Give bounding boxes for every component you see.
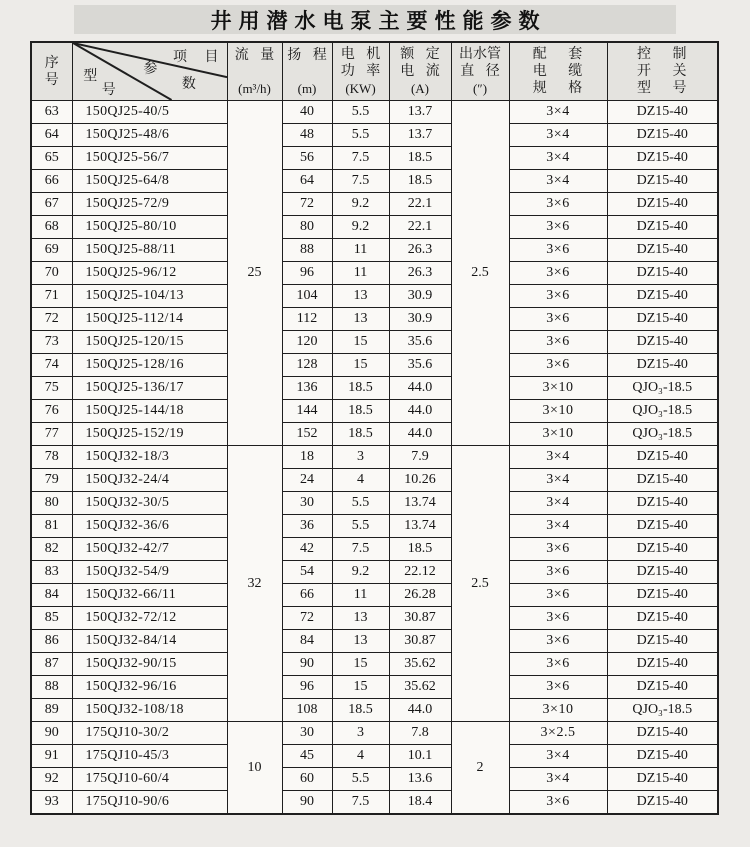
cell-cable: 3×6	[509, 262, 607, 285]
cell-head: 128	[282, 354, 332, 377]
cell-model: 150QJ25-56/7	[72, 147, 227, 170]
table-row	[31, 492, 718, 515]
cell-current: 13.6	[389, 768, 451, 791]
cell-power: 9.2	[332, 193, 389, 216]
cell-head: 36	[282, 515, 332, 538]
header-flow-unit: (m³/h)	[238, 81, 271, 96]
cell-serial: 63	[31, 101, 72, 124]
header-flow	[227, 42, 282, 101]
cell-switch: QJO₃-18.5	[607, 377, 718, 400]
cell-serial: 78	[31, 446, 72, 469]
table-row	[31, 216, 718, 239]
cell-cable: 3×10	[509, 699, 607, 722]
cell-switch: DZ15-40	[607, 676, 718, 699]
cell-serial: 86	[31, 630, 72, 653]
cell-serial: 87	[31, 653, 72, 676]
cell-serial: 69	[31, 239, 72, 262]
cell-switch: DZ15-40	[607, 193, 718, 216]
cell-power: 7.5	[332, 538, 389, 561]
cell-current: 30.9	[389, 285, 451, 308]
cell-power: 13	[332, 308, 389, 331]
table-row	[31, 170, 718, 193]
header-serial	[31, 42, 72, 101]
cell-cable: 3×6	[509, 538, 607, 561]
cell-switch: DZ15-40	[607, 124, 718, 147]
cell-cable: 3×4	[509, 492, 607, 515]
table-row	[31, 308, 718, 331]
header-power-line2: 功 率	[340, 64, 385, 79]
cell-cable: 3×6	[509, 239, 607, 262]
cell-head: 144	[282, 400, 332, 423]
table-row	[31, 423, 718, 446]
cell-head: 104	[282, 285, 332, 308]
cell-switch: DZ15-40	[607, 239, 718, 262]
table-row	[31, 561, 718, 584]
cell-power: 4	[332, 469, 389, 492]
cell-model: 150QJ25-88/11	[72, 239, 227, 262]
table-row	[31, 147, 718, 170]
cell-power: 5.5	[332, 101, 389, 124]
cell-power: 15	[332, 354, 389, 377]
cell-current: 7.9	[389, 446, 451, 469]
cell-cable: 3×6	[509, 216, 607, 239]
cell-power: 13	[332, 630, 389, 653]
cell-cable: 3×6	[509, 354, 607, 377]
cell-serial: 77	[31, 423, 72, 446]
cell-switch: DZ15-40	[607, 331, 718, 354]
cell-cable: 3×6	[509, 561, 607, 584]
cell-model: 150QJ25-104/13	[72, 285, 227, 308]
cell-serial: 84	[31, 584, 72, 607]
cell-switch: DZ15-40	[607, 745, 718, 768]
cell-serial: 83	[31, 561, 72, 584]
cell-head: 80	[282, 216, 332, 239]
cell-head: 45	[282, 745, 332, 768]
table-row	[31, 193, 718, 216]
cell-current: 13.7	[389, 101, 451, 124]
cell-power: 15	[332, 331, 389, 354]
title-band	[74, 5, 676, 34]
header-current	[389, 42, 451, 101]
cell-serial: 66	[31, 170, 72, 193]
cell-power: 11	[332, 262, 389, 285]
cell-switch: DZ15-40	[607, 768, 718, 791]
cell-current: 13.7	[389, 124, 451, 147]
cell-model: 175QJ10-30/2	[72, 722, 227, 745]
cell-switch: DZ15-40	[607, 170, 718, 193]
cell-cable: 3×6	[509, 607, 607, 630]
header-outlet-unit: (″)	[472, 81, 488, 96]
table-row	[31, 768, 718, 791]
cell-power: 18.5	[332, 377, 389, 400]
cell-head: 24	[282, 469, 332, 492]
cell-cable: 3×10	[509, 377, 607, 400]
cell-power: 15	[332, 676, 389, 699]
cell-model: 150QJ25-120/15	[72, 331, 227, 354]
cell-current: 13.74	[389, 515, 451, 538]
header-current-unit: (A)	[410, 81, 430, 96]
cell-model: 150QJ25-112/14	[72, 308, 227, 331]
cell-current: 30.9	[389, 308, 451, 331]
cell-model: 150QJ32-90/15	[72, 653, 227, 676]
table-row	[31, 699, 718, 722]
table-row	[31, 285, 718, 308]
cell-power: 3	[332, 722, 389, 745]
cell-head: 66	[282, 584, 332, 607]
cell-outlet-merged: 2	[451, 722, 509, 815]
cell-current: 10.1	[389, 745, 451, 768]
header-head	[282, 42, 332, 101]
cell-power: 9.2	[332, 561, 389, 584]
cell-serial: 74	[31, 354, 72, 377]
cell-head: 30	[282, 492, 332, 515]
table-row	[31, 377, 718, 400]
header-power-unit: (KW)	[345, 81, 376, 96]
cell-current: 22.1	[389, 216, 451, 239]
header-switch	[607, 42, 718, 101]
cell-head: 42	[282, 538, 332, 561]
cell-power: 18.5	[332, 400, 389, 423]
cell-power: 3	[332, 446, 389, 469]
cell-switch: DZ15-40	[607, 354, 718, 377]
table-row	[31, 124, 718, 147]
table-row	[31, 239, 718, 262]
cell-power: 5.5	[332, 124, 389, 147]
cell-cable: 3×6	[509, 630, 607, 653]
cell-serial: 82	[31, 538, 72, 561]
cell-serial: 79	[31, 469, 72, 492]
cell-model: 175QJ10-90/6	[72, 791, 227, 815]
cell-switch: DZ15-40	[607, 262, 718, 285]
cell-flow-merged: 10	[227, 722, 282, 815]
cell-switch: QJO₃-18.5	[607, 699, 718, 722]
cell-head: 88	[282, 239, 332, 262]
cell-serial: 67	[31, 193, 72, 216]
cell-model: 150QJ32-30/5	[72, 492, 227, 515]
cell-head: 120	[282, 331, 332, 354]
cell-power: 18.5	[332, 423, 389, 446]
cell-power: 13	[332, 607, 389, 630]
cell-cable: 3×6	[509, 308, 607, 331]
cell-head: 60	[282, 768, 332, 791]
cell-cable: 3×6	[509, 584, 607, 607]
cell-current: 18.5	[389, 170, 451, 193]
cell-current: 44.0	[389, 699, 451, 722]
cell-cable: 3×4	[509, 124, 607, 147]
cell-power: 18.5	[332, 699, 389, 722]
cell-switch: DZ15-40	[607, 515, 718, 538]
cell-current: 26.3	[389, 239, 451, 262]
cell-switch: DZ15-40	[607, 653, 718, 676]
cell-cable: 3×4	[509, 745, 607, 768]
cell-model: 150QJ32-66/11	[72, 584, 227, 607]
cell-model: 150QJ25-128/16	[72, 354, 227, 377]
table-row	[31, 515, 718, 538]
cell-head: 18	[282, 446, 332, 469]
header-cable	[509, 42, 607, 101]
cell-current: 30.87	[389, 630, 451, 653]
cell-cable: 3×6	[509, 193, 607, 216]
cell-model: 150QJ32-108/18	[72, 699, 227, 722]
cell-head: 152	[282, 423, 332, 446]
header-serial-line2: 号	[44, 72, 59, 88]
cell-head: 30	[282, 722, 332, 745]
cell-power: 5.5	[332, 768, 389, 791]
header-cable-line2: 电 缆	[532, 64, 584, 79]
cell-model: 150QJ25-80/10	[72, 216, 227, 239]
cell-cable: 3×6	[509, 653, 607, 676]
cell-switch: DZ15-40	[607, 285, 718, 308]
cell-head: 40	[282, 101, 332, 124]
cell-head: 112	[282, 308, 332, 331]
cell-switch: DZ15-40	[607, 584, 718, 607]
cell-current: 22.12	[389, 561, 451, 584]
page-title: 井用潜水电泵主要性能参数	[210, 8, 547, 33]
document-page	[0, 5, 750, 847]
cell-cable: 3×4	[509, 170, 607, 193]
cell-switch: DZ15-40	[607, 607, 718, 630]
cell-current: 18.5	[389, 538, 451, 561]
cell-model: 150QJ32-54/9	[72, 561, 227, 584]
cell-head: 90	[282, 653, 332, 676]
cell-switch: DZ15-40	[607, 101, 718, 124]
cell-current: 18.5	[389, 147, 451, 170]
cell-current: 44.0	[389, 400, 451, 423]
cell-power: 7.5	[332, 170, 389, 193]
cell-model: 150QJ32-18/3	[72, 446, 227, 469]
header-head-unit: (m)	[297, 81, 317, 96]
header-power	[332, 42, 389, 101]
pump-parameters-table	[30, 41, 719, 815]
cell-power: 7.5	[332, 791, 389, 815]
cell-current: 7.8	[389, 722, 451, 745]
cell-switch: DZ15-40	[607, 147, 718, 170]
cell-head: 64	[282, 170, 332, 193]
cell-serial: 80	[31, 492, 72, 515]
cell-power: 5.5	[332, 515, 389, 538]
header-outlet	[451, 42, 509, 101]
header-diagonal	[72, 42, 227, 101]
cell-model: 150QJ25-152/19	[72, 423, 227, 446]
cell-power: 5.5	[332, 492, 389, 515]
cell-serial: 89	[31, 699, 72, 722]
cell-cable: 3×4	[509, 446, 607, 469]
cell-switch: DZ15-40	[607, 446, 718, 469]
cell-model: 150QJ32-42/7	[72, 538, 227, 561]
cell-switch: QJO₃-18.5	[607, 400, 718, 423]
header-switch-line1: 控 制	[637, 47, 688, 62]
header-model-label-b: 号	[101, 83, 116, 99]
cell-cable: 3×4	[509, 147, 607, 170]
cell-power: 9.2	[332, 216, 389, 239]
header-outlet-line2: 直 径	[460, 64, 504, 79]
cell-head: 48	[282, 124, 332, 147]
table-row	[31, 262, 718, 285]
header-outlet-line1: 出水管	[459, 47, 501, 62]
header-current-line2: 电 流	[400, 64, 444, 79]
header-cable-line3: 规 格	[532, 81, 584, 96]
cell-current: 18.4	[389, 791, 451, 815]
cell-current: 44.0	[389, 423, 451, 446]
cell-current: 35.62	[389, 653, 451, 676]
table-row	[31, 676, 718, 699]
table-row	[31, 791, 718, 815]
table-row	[31, 469, 718, 492]
cell-model: 175QJ10-60/4	[72, 768, 227, 791]
cell-cable: 3×6	[509, 331, 607, 354]
cell-current: 22.1	[389, 193, 451, 216]
table-row	[31, 630, 718, 653]
table-row	[31, 653, 718, 676]
cell-cable: 3×10	[509, 423, 607, 446]
cell-head: 56	[282, 147, 332, 170]
cell-current: 30.87	[389, 607, 451, 630]
cell-serial: 75	[31, 377, 72, 400]
cell-serial: 85	[31, 607, 72, 630]
cell-cable: 3×4	[509, 469, 607, 492]
header-model-label-a: 型	[83, 68, 98, 84]
cell-switch: DZ15-40	[607, 469, 718, 492]
cell-head: 108	[282, 699, 332, 722]
cell-head: 84	[282, 630, 332, 653]
header-row	[31, 42, 718, 101]
cell-power: 11	[332, 239, 389, 262]
cell-outlet-merged: 2.5	[451, 446, 509, 722]
cell-cable: 3×4	[509, 515, 607, 538]
cell-head: 72	[282, 193, 332, 216]
cell-switch: DZ15-40	[607, 216, 718, 239]
cell-head: 90	[282, 791, 332, 815]
cell-model: 150QJ25-96/12	[72, 262, 227, 285]
cell-switch: DZ15-40	[607, 561, 718, 584]
cell-current: 35.6	[389, 331, 451, 354]
cell-power: 13	[332, 285, 389, 308]
cell-power: 11	[332, 584, 389, 607]
cell-current: 13.74	[389, 492, 451, 515]
header-flow-label: 流 量	[234, 48, 279, 63]
cell-serial: 72	[31, 308, 72, 331]
cell-current: 26.28	[389, 584, 451, 607]
cell-head: 96	[282, 262, 332, 285]
header-switch-line3: 型 号	[637, 81, 688, 96]
cell-model: 150QJ32-84/14	[72, 630, 227, 653]
cell-head: 136	[282, 377, 332, 400]
cell-switch: DZ15-40	[607, 308, 718, 331]
cell-power: 15	[332, 653, 389, 676]
cell-model: 150QJ32-24/4	[72, 469, 227, 492]
cell-cable: 3×10	[509, 400, 607, 423]
table-row	[31, 745, 718, 768]
header-param-label-b: 数	[181, 76, 196, 92]
cell-model: 150QJ25-72/9	[72, 193, 227, 216]
cell-power: 4	[332, 745, 389, 768]
cell-model: 150QJ32-36/6	[72, 515, 227, 538]
cell-switch: DZ15-40	[607, 538, 718, 561]
cell-serial: 64	[31, 124, 72, 147]
table-row	[31, 584, 718, 607]
cell-serial: 73	[31, 331, 72, 354]
cell-model: 150QJ25-48/6	[72, 124, 227, 147]
table-row	[31, 607, 718, 630]
table-row	[31, 101, 718, 124]
cell-serial: 92	[31, 768, 72, 791]
cell-serial: 88	[31, 676, 72, 699]
table-row	[31, 446, 718, 469]
cell-serial: 90	[31, 722, 72, 745]
table-row	[31, 538, 718, 561]
cell-model: 150QJ25-40/5	[72, 101, 227, 124]
cell-current: 44.0	[389, 377, 451, 400]
table-row	[31, 354, 718, 377]
cell-flow-merged: 25	[227, 101, 282, 446]
header-serial-line1: 序	[44, 55, 59, 71]
cell-cable: 3×4	[509, 101, 607, 124]
cell-serial: 93	[31, 791, 72, 815]
header-power-line1: 电 机	[340, 47, 385, 62]
cell-cable: 3×6	[509, 676, 607, 699]
cell-switch: DZ15-40	[607, 722, 718, 745]
cell-model: 175QJ10-45/3	[72, 745, 227, 768]
cell-cable: 3×6	[509, 285, 607, 308]
header-head-label: 扬 程	[287, 48, 331, 63]
cell-model: 150QJ25-136/17	[72, 377, 227, 400]
header-param-label-a: 参	[143, 61, 158, 77]
cell-model: 150QJ32-72/12	[72, 607, 227, 630]
table-header	[31, 42, 718, 101]
cell-model: 150QJ25-64/8	[72, 170, 227, 193]
cell-cable: 3×2.5	[509, 722, 607, 745]
cell-head: 96	[282, 676, 332, 699]
table-body	[31, 101, 718, 815]
cell-current: 26.3	[389, 262, 451, 285]
cell-serial: 76	[31, 400, 72, 423]
cell-serial: 68	[31, 216, 72, 239]
cell-switch: DZ15-40	[607, 492, 718, 515]
cell-current: 10.26	[389, 469, 451, 492]
cell-power: 7.5	[332, 147, 389, 170]
cell-switch: DZ15-40	[607, 791, 718, 815]
cell-model: 150QJ25-144/18	[72, 400, 227, 423]
cell-serial: 65	[31, 147, 72, 170]
cell-switch: QJO₃-18.5	[607, 423, 718, 446]
cell-flow-merged: 32	[227, 446, 282, 722]
cell-serial: 91	[31, 745, 72, 768]
cell-serial: 81	[31, 515, 72, 538]
cell-head: 54	[282, 561, 332, 584]
table-row	[31, 331, 718, 354]
table-row	[31, 722, 718, 745]
cell-switch: DZ15-40	[607, 630, 718, 653]
cell-serial: 70	[31, 262, 72, 285]
cell-outlet-merged: 2.5	[451, 101, 509, 446]
cell-cable: 3×4	[509, 768, 607, 791]
cell-serial: 71	[31, 285, 72, 308]
cell-current: 35.62	[389, 676, 451, 699]
cell-head: 72	[282, 607, 332, 630]
cell-cable: 3×6	[509, 791, 607, 815]
header-item-label: 项 目	[173, 50, 219, 65]
header-current-line1: 额 定	[400, 47, 444, 62]
table-row	[31, 400, 718, 423]
cell-current: 35.6	[389, 354, 451, 377]
header-cable-line1: 配 套	[532, 47, 584, 62]
cell-model: 150QJ32-96/16	[72, 676, 227, 699]
header-switch-line2: 开 关	[637, 64, 688, 79]
